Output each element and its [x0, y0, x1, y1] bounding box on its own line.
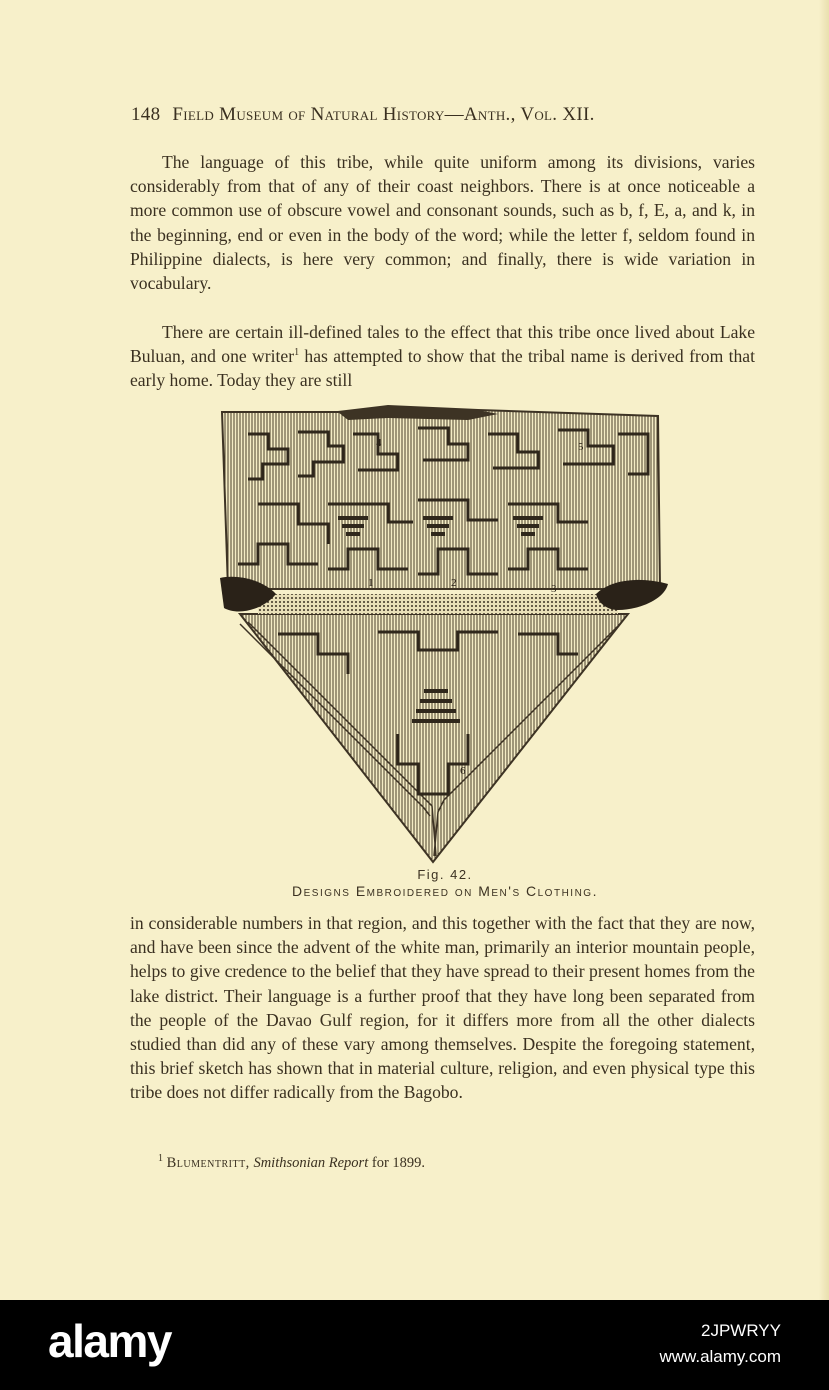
- watermark-footer: [0, 1300, 829, 1390]
- paragraph-2-text-a: There are certain ill-defined tales to the effect that this tribe once lived about Lake Buluan, and one writer: [130, 322, 755, 367]
- embroidery-figure: [218, 404, 670, 866]
- footnote: [158, 1155, 425, 1172]
- image-id: 2JPWRYY: [701, 1321, 781, 1340]
- paragraph-3: in considerable numbers in that region, and this together with the fact that they are now, and have been since the advent of the white man, primarily an interior mountain people, helps to give credence to the belief that they have spread to their present homes from the lake district. Their language is a further proof that they have long been separated from the people of the Davao Gulf region, for it differs more from all the other dialects studied than did any of these vary among themselves. Despite the foregoing statement, this brief sketch has shown that in material culture, religion, and even physical type this tribe does not differ radically from the Bagobo.: [130, 913, 755, 1103]
- page-number: 148: [131, 104, 161, 125]
- footnote-rest: for 1899.: [368, 1155, 426, 1171]
- figure-label-4: 4: [376, 437, 382, 449]
- paragraph-2-text-b: has attempted to show that the tribal name is derived from that early home. Today they are still: [130, 346, 755, 391]
- footnote-reference: 1: [294, 347, 300, 359]
- running-title: Field Museum of Natural History—Anth., Vol. XII.: [172, 104, 595, 125]
- figure-label-1: 1: [368, 577, 374, 589]
- site-url: www.alamy.com: [659, 1347, 781, 1366]
- figure-label-5: 5: [578, 441, 584, 453]
- figure-number: Fig. 42.: [417, 867, 473, 882]
- paragraph-2: [130, 320, 755, 393]
- footnote-marker: 1: [158, 1153, 163, 1165]
- footnote-author: Blumentritt,: [166, 1155, 250, 1171]
- paragraph-1: The language of this tribe, while quite uniform among its divisions, varies considerably from that of any of their coast neighbors. There is at once noticeable a more common use of obscure vowel and consonant sounds, such as b, f, E, a, and k, in the beginning, end or even in the body of the word; while the letter f, seldom found in Philippine dialects, is here very common; and finally, there is wide variation in vocabulary.: [130, 152, 755, 294]
- footnote-work: Smithsonian Report: [253, 1155, 369, 1171]
- page-edge-shadow: [819, 0, 829, 1300]
- figure-label-6: 6: [460, 765, 466, 777]
- running-header: [131, 104, 731, 126]
- embroidery-illustration: [218, 404, 670, 866]
- figure-label-2: 2: [451, 577, 457, 589]
- alamy-logo: alamy: [48, 1315, 171, 1367]
- figure-title: Designs Embroidered on Men's Clothing.: [292, 883, 598, 899]
- figure-label-3: 3: [551, 583, 557, 595]
